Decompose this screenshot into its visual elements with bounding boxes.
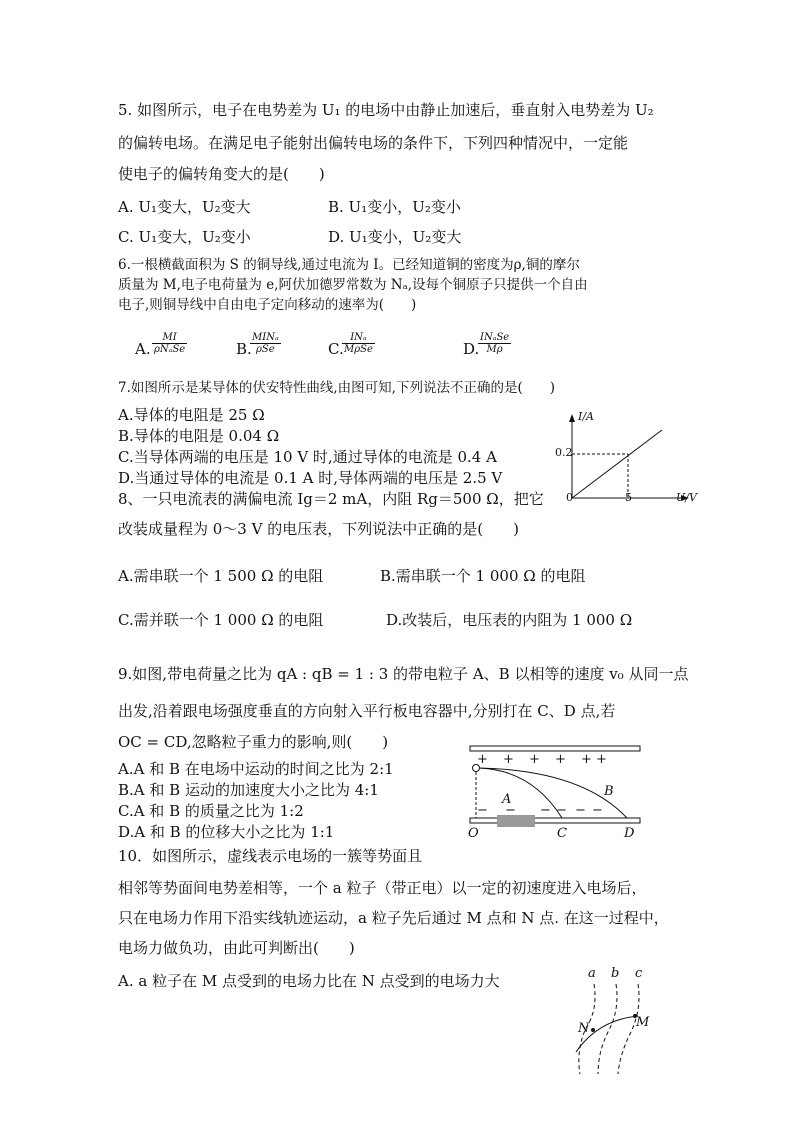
q9-line-1: 9.如图,带电荷量之比为 qA : qB = 1 : 3 的带电粒子 A、B 以相等的速度 v₀ 从同一点 (118, 665, 689, 683)
q5-line-2: 的偏转电场。在满足电子能射出偏转电场的条件下，下列四种情况中，一定能 (118, 134, 629, 152)
q7-line-1: 7.如图所示是某导体的伏安特性曲线,由图可知,下列说法不正确的是( ) (118, 380, 555, 396)
q9-line-2: 出发,沿着跟电场强度垂直的方向射入平行板电容器中,分别打在 C、D 点,若 (118, 702, 616, 720)
label-a: A (502, 792, 512, 807)
graph-origin: 0 (566, 491, 573, 504)
q10-line-2: 相邻等势面间电势差相等，一个 a 粒子（带正电）以一定的初速度进入电场后， (118, 879, 647, 897)
label-b: B (604, 784, 614, 799)
q6-option-c-numerator: INₐ (342, 332, 375, 344)
label-c-line: c (635, 966, 643, 981)
plus-2: + (503, 752, 514, 767)
q8-option-a: A.需串联一个 1 500 Ω 的电阻 (118, 567, 324, 585)
plus-3: + (529, 752, 540, 767)
minus-2: − (505, 803, 516, 818)
q8-option-d: D.改装后，电压表的内阻为 1 000 Ω (386, 611, 633, 629)
q6-option-a-fraction (152, 332, 187, 355)
label-c: C (557, 826, 567, 841)
q6-line-2: 质量为 M,电子电荷量为 e,阿伏加德罗常数为 Nₐ,设每个铜原子只提供一个自由 (118, 277, 588, 293)
label-n: N (578, 1021, 590, 1036)
q9-option-d: D.A 和 B 的位移大小之比为 1:1 (118, 823, 335, 841)
minus-4: − (556, 803, 567, 818)
label-a-line: a (588, 966, 596, 981)
q5-option-b: B. U₁变小，U₂变小 (328, 198, 461, 216)
q7-option-c: C.当导体两端的电压是 10 V 时,通过导体的电流是 0.4 A (118, 448, 497, 466)
point-n (591, 1028, 595, 1032)
minus-1: − (477, 803, 488, 818)
equipotential-b (598, 984, 617, 1074)
graph-y-tick: 0.2 (555, 446, 573, 459)
bottom-plate (470, 818, 640, 823)
q5-line-1: 5. 如图所示，电子在电势差为 U₁ 的电场中由静止加速后，垂直射入电势差为 U₂ (118, 101, 654, 119)
q6-line-1: 6.一根横截面积为 S 的铜导线,通过电流为 I。已经知道铜的密度为ρ,铜的摩尔 (118, 257, 580, 273)
minus-3: − (540, 803, 551, 818)
q6-option-b-label: B. (236, 340, 252, 358)
q6-option-b-denominator: ρSe (256, 344, 275, 355)
q6-option-d-denominator: Mρ (486, 344, 503, 355)
q6-line-3: 电子,则铜导线中自由电子定向移动的速率为( ) (118, 297, 417, 313)
q6-option-c-label: C. (328, 340, 344, 358)
q5-option-a: A. U₁变大，U₂变大 (118, 198, 251, 216)
graph-x-tick: 5 (625, 491, 632, 504)
q6-option-d-label: D. (463, 340, 480, 358)
q9-line-3: OC = CD,忽略粒子重力的影响,则( ) (118, 733, 389, 751)
plus-6: + (596, 752, 607, 767)
q8-line-1: 8、一只电流表的满偏电流 Ig＝2 mA，内阻 Rg＝500 Ω，把它 (118, 490, 544, 508)
q6-option-b-numerator: MINₐ (252, 332, 279, 343)
q7-option-b: B.导体的电阻是 0.04 Ω (118, 427, 280, 445)
q5-option-d: D. U₁变小，U₂变大 (328, 228, 462, 246)
q5-option-c: C. U₁变大，U₂变小 (118, 228, 251, 246)
minus-5: − (575, 803, 586, 818)
q6-option-c-fraction (342, 332, 375, 355)
q5-line-3: 使电子的偏转角变大的是( ) (118, 165, 325, 183)
graph-x-label: U/V (676, 491, 697, 504)
iu-line (572, 430, 662, 498)
q6-option-a-label: A. (135, 340, 151, 358)
q9-option-c: C.A 和 B 的质量之比为 1:2 (118, 802, 304, 820)
q6-option-b-fraction (250, 332, 281, 355)
q10-line-4: 电场力做负功，由此可判断出( ) (118, 939, 355, 957)
plus-5: + (581, 752, 592, 767)
q10-line-1: 10．如图所示，虚线表示电场的一簇等势面且 (118, 847, 423, 865)
q7-option-d: D.当通过导体的电流是 0.1 A 时,导体两端的电压是 2.5 V (118, 469, 503, 487)
label-m: M (636, 1015, 650, 1030)
q10-option-a: A. a 粒子在 M 点受到的电场力比在 N 点受到的电场力大 (118, 972, 500, 990)
q9-option-b: B.A 和 B 运动的加速度大小之比为 4:1 (118, 781, 379, 799)
q10-line-3: 只在电场力作用下沿实线轨迹运动，a 粒子先后通过 M 点和 N 点. 在这一过程中， (118, 909, 669, 927)
minus-6: − (592, 803, 603, 818)
q6-option-d-numerator: INₐSe (480, 332, 510, 343)
q8-option-b: B.需串联一个 1 000 Ω 的电阻 (380, 567, 586, 585)
plus-4: + (555, 752, 566, 767)
q6-option-d-fraction (478, 332, 511, 355)
y-axis-arrow (569, 414, 575, 422)
q8-line-2: 改装成量程为 0～3 V 的电压表，下列说法中正确的是( ) (118, 520, 519, 538)
graph-y-label: I/A (578, 410, 594, 423)
smudge (497, 815, 535, 827)
plus-1: + (477, 752, 488, 767)
label-o: O (468, 826, 479, 841)
top-plate (470, 746, 640, 751)
q7-option-a: A.导体的电阻是 25 Ω (118, 406, 265, 424)
q6-option-c-denominator: MρSe (344, 344, 373, 355)
q6-option-a-denominator: ρNₐSe (154, 344, 186, 355)
label-d: D (624, 826, 635, 841)
q9-option-a: A.A 和 B 在电场中运动的时间之比为 2:1 (118, 760, 394, 778)
q8-option-c: C.需并联一个 1 000 Ω 的电阻 (118, 611, 324, 629)
q6-option-a-numerator: MI (152, 332, 187, 344)
label-b-line: b (611, 966, 620, 981)
